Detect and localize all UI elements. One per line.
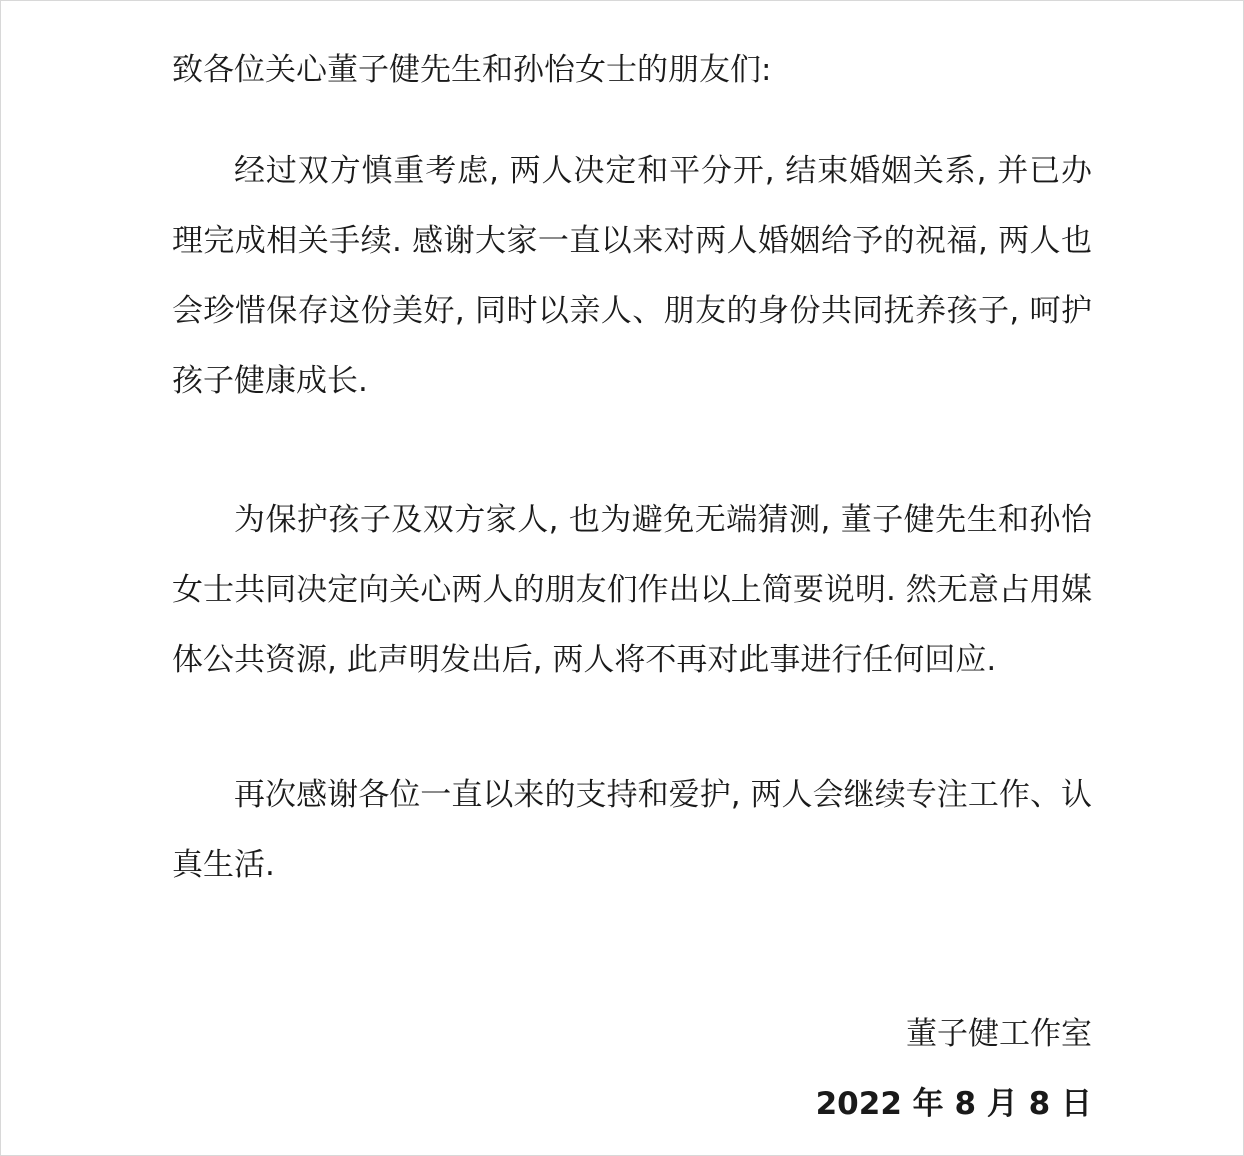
paragraph-privacy-statement: 为保护孩子及双方家人, 也为避免无端猜测, 董子健先生和孙怡女士共同决定向关心两人的朋友们作出以上简要说明. 然无意占用媒体公共资源, 此声明发出后, 两人将不再对此事进行任何回应. — [172, 502, 1092, 678]
statement-date: 2022 年 8 月 8 日 — [815, 1086, 1092, 1122]
paragraph-divorce-announcement: 经过双方慎重考虑, 两人决定和平分开, 结束婚姻关系, 并已办理完成相关手续. 感谢大家一直以来对两人婚姻给予的祝福, 两人也会珍惜保存这份美好, 同时以亲人、朋友的身份共同抚养孩子, 呵护孩子健康成长. — [172, 153, 1092, 399]
signature-studio: 董子健工作室 — [906, 1016, 1092, 1052]
paragraph-thanks: 再次感谢各位一直以来的支持和爱护, 两人会继续专注工作、认真生活. — [172, 777, 1092, 883]
statement-letter — [172, 48, 1092, 883]
letter-greeting: 致各位关心董子健先生和孙怡女士的朋友们: — [172, 52, 772, 88]
